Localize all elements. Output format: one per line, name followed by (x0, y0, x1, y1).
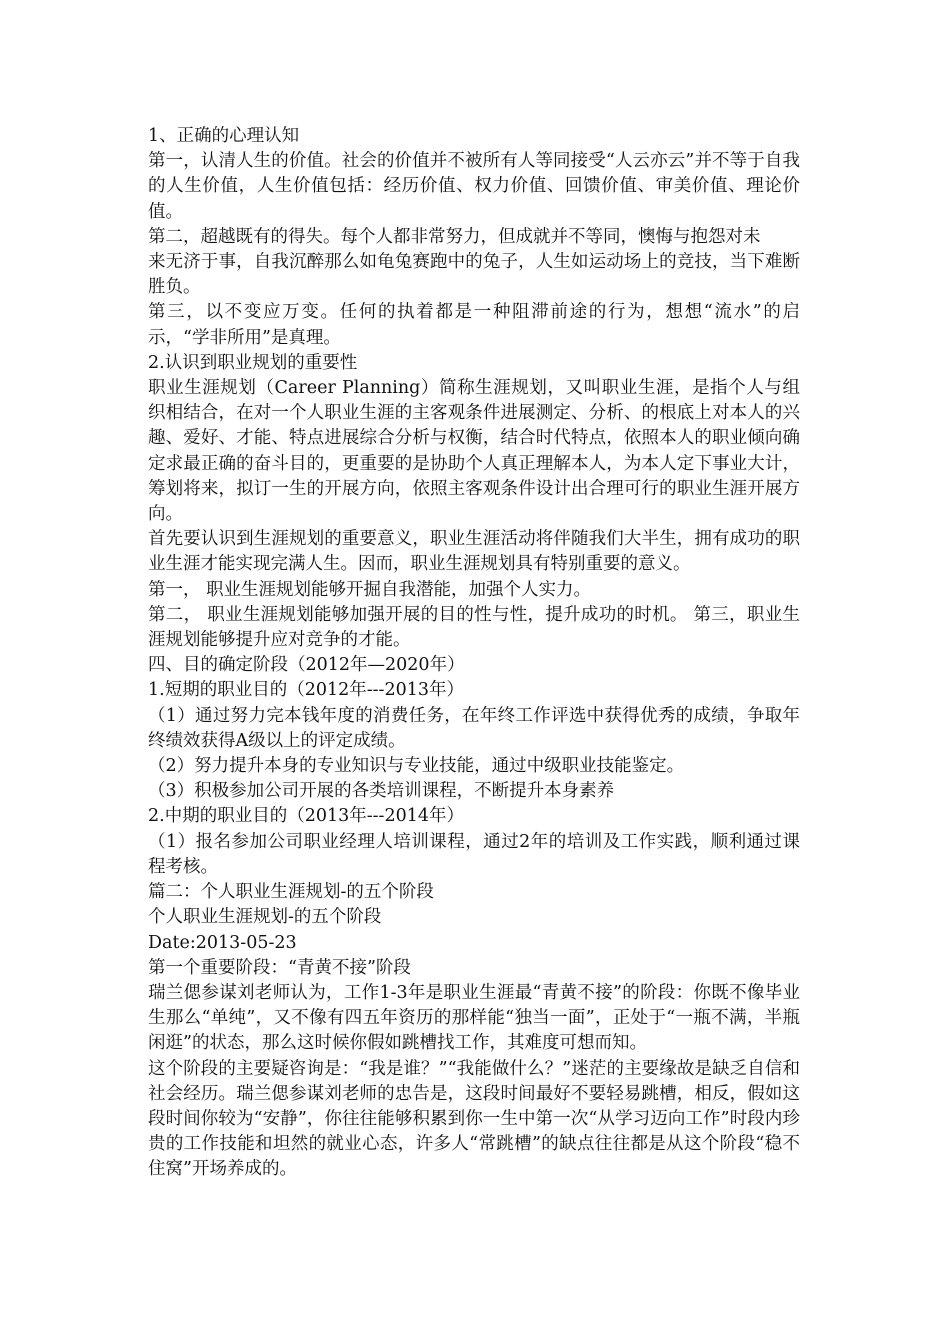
stage-heading-1: 第一个重要阶段：“青黄不接”阶段 (148, 957, 411, 978)
section-heading-1: 1、正确的心理认知 (148, 126, 300, 146)
paragraph-career-planning-definition: 职业生涯规划（Career Planning）简称生涯规划，又叫职业生涯，是指个人与组织相结合，在对一个人职业生涯的主客观条件进展测定、分析、的根底上对本人的兴趣、爱好、才能、特点进展综合分析与权衡，结合时代特点，依照本人的职业倾向确定求最正确的奋斗目的，更重要的是协助个人真正理解本人，为本人定下事业大计，筹划将来，拟订一生的开展方向，依照主客观条件设计出合理可行的职业生涯开展方向。 (148, 378, 800, 525)
subheading-short-term: 1.短期的职业目的（2012年---2013年） (148, 680, 465, 701)
paragraph-point-2-3: 第二， 职业生涯规划能够加强开展的目的性与性，提升成功的时机。 第三，职业生涯规划能够提升应对竞争的才能。 (148, 604, 800, 651)
subheading-mid-term: 2.中期的职业目的（2013年---2014年） (148, 806, 465, 827)
article-date: Date:2013-05-23 (148, 932, 297, 953)
paragraph-point-1: 第一， 职业生涯规划能够开掘自我潜能，加强个人实力。 (148, 579, 592, 600)
list-item-short-1: （1）通过努力完本钱年度的消费任务，在年终工作评选中获得优秀的成绩，争取年终绩效获得A级以上的评定成绩。 (148, 705, 800, 751)
paragraph-gain-loss-2: 来无济于事，自我沉醉那么如龟兔赛跑中的兔子，人生如运动场上的竞技，当下难断胜负。 (148, 252, 800, 298)
list-item-mid-1: （1）报名参加公司职业经理人培训课程，通过2年的培训及工作实践，顺利通过课程考核。 (148, 831, 800, 877)
paragraph-stage-1-intro: 瑞兰偲参谋刘老师认为，工作1-3年是职业生涯最“青黄不接”的阶段：你既不像毕业生那么“单纯”，又不像有四五年资历的那样能“独当一面”，正处于“一瓶不满，半瓶闲逛”的状态，那么这时候你假如跳槽找工作，其难度可想而知。 (148, 982, 800, 1054)
paragraph-constancy: 第三，以不变应万变。任何的执着都是一种阻滞前途的行为，想想“流水”的启示，“学非所用”是真理。 (148, 302, 800, 348)
list-item-short-2: （2）努力提升本身的专业知识与专业技能，通过中级职业技能鉴定。 (148, 756, 685, 777)
article-title: 个人职业生涯规划-的五个阶段 (148, 907, 382, 928)
paragraph-life-value: 第一，认清人生的价值。社会的价值并不被所有人等同接受“人云亦云”并不等于自我的人生价值，人生价值包括：经历价值、权力价值、回馈价值、审美价值、理论价值。 (148, 151, 800, 222)
section-heading-2: 2.认识到职业规划的重要性 (148, 352, 358, 373)
list-item-short-3: （3）积极参加公司开展的各类培训课程，不断提升本身素养 (148, 781, 615, 802)
document-body (148, 124, 800, 1183)
section-heading-goal-stage: 四、目的确定阶段（2012年—2020年） (148, 655, 465, 676)
section-heading-article-2: 篇二：个人职业生涯规划-的五个阶段 (148, 882, 434, 903)
paragraph-significance: 首先要认识到生涯规划的重要意义，职业生涯活动将伴随我们大半生，拥有成功的职业生涯才能实现完满人生。因而，职业生涯规划具有特别重要的意义。 (148, 529, 800, 575)
paragraph-stage-1-advice: 这个阶段的主要疑咨询是：“我是谁？”“我能做什么？”迷茫的主要缘故是缺乏自信和社会经历。瑞兰偲参谋刘老师的忠告是，这段时间最好不要轻易跳槽，相反，假如这段时间你较为“安静”，你往往能够积累到你一生中第一次“从学习迈向工作”时段内珍贵的工作技能和坦然的就业心态，许多人“常跳槽”的缺点往往都是从这个阶段“稳不住窝”开场养成的。 (148, 1058, 800, 1180)
paragraph-gain-loss-1: 第二，超越既有的得失。每个人都非常努力，但成就并不等同，懊悔与抱怨对未 (148, 226, 761, 247)
